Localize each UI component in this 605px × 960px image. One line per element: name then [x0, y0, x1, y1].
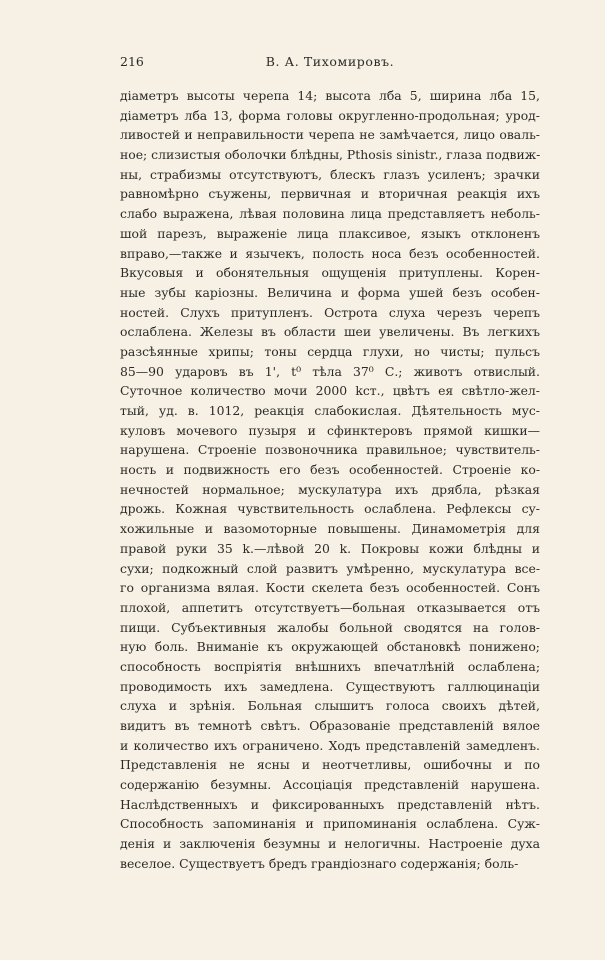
- text-line: ное; слизистыя оболочки блѣдны, Pthosis sinistr., глаза подвиж-: [120, 147, 540, 163]
- text-line: пищи. Субъективныя жалобы больной сводятся на голов-: [120, 619, 540, 635]
- text-line: Представленія не ясны и неотчетливы, ошибочны и по: [120, 757, 540, 773]
- text-line: куловъ мочевого пузыря и сфинктеровъ прямой кишки—: [120, 422, 540, 438]
- text-line: тый, уд. в. 1012, реакція слабокислая. Дѣятельность мус-: [120, 403, 540, 418]
- text-line: го организма вялая. Кости скелета безъ особенностей. Сонъ: [120, 580, 540, 596]
- text-line: Наслѣдственныхъ и фиксированныхъ представленій нѣтъ.: [120, 796, 540, 812]
- text-line: слабо выражена, лѣвая половина лица представляетъ неболь-: [120, 206, 540, 222]
- text-line: видитъ въ темнотѣ свѣтъ. Образованіе представленій вялое: [120, 718, 540, 733]
- text-line: слуха и зрѣнія. Больная слышитъ голоса своихъ дѣтей,: [120, 698, 540, 714]
- text-line: равномѣрно съужены, первичная и вторичная реакція ихъ: [120, 186, 540, 202]
- text-line: и количество ихъ ограничено. Ходъ представленій замедленъ.: [120, 737, 540, 753]
- body-text: [120, 86, 540, 874]
- text-line: нечностей нормальное; мускулатура ихъ дрябла, рѣзкая: [120, 481, 540, 497]
- text-line: вправо,—также и язычекъ, полость носа безъ особенностей.: [120, 245, 540, 261]
- text-line: ослаблена. Железы въ области шеи увеличены. Въ легкихъ: [120, 324, 540, 340]
- text-line: ные зубы каріозны. Величина и форма ушей безъ особен-: [120, 284, 540, 300]
- text-line: способность воспріятія внѣшнихъ впечатлѣній ослаблена;: [120, 658, 540, 674]
- text-line: сухи; подкожный слой развитъ умѣренно, мускулатура все-: [120, 560, 540, 576]
- text-line: діаметръ лба 13, форма головы округленно-продольная; урод-: [120, 107, 540, 123]
- text-line: правой руки 35 k.—лѣвой 20 k. Покровы кожи блѣдны и: [120, 540, 540, 556]
- text-line: шой парезъ, выраженіе лица плаксивое, языкъ отклоненъ: [120, 225, 540, 241]
- text-line: хожильные и вазомоторные повышены. Динамометрія для: [120, 521, 540, 537]
- text-line: ную боль. Вниманіе къ окружающей обстановкѣ понижено;: [120, 639, 540, 655]
- page-number: 216: [120, 54, 144, 69]
- text-line: 85—90 ударовъ въ 1', t⁰ тѣла 37⁰ С.; животъ отвислый.: [120, 363, 540, 379]
- text-line: плохой, аппетитъ отсутствуетъ—больная отказывается отъ: [120, 599, 540, 615]
- text-line: веселое. Существуетъ бредъ грандіознаго содержанія; боль-: [120, 855, 519, 871]
- text-line: ны, страбизмы отсутствуютъ, блескъ глазъ усиленъ; зрачки: [120, 166, 540, 182]
- text-line: содержанію безумны. Ассоціація представленій нарушена.: [120, 777, 540, 793]
- text-line: Способность запоминанія и припоминанія ослаблена. Суж-: [120, 816, 540, 832]
- text-line: проводимость ихъ замедлена. Существуютъ галлюцинаціи: [120, 678, 540, 694]
- text-line: ностей. Слухъ притупленъ. Острота слуха черезъ черепъ: [120, 304, 540, 320]
- text-line: дрожь. Кожная чувствительность ослаблена. Рефлексы су-: [120, 501, 540, 517]
- text-line: денія и заключенія безумны и нелогичны. Настроеніе духа: [120, 836, 540, 852]
- text-line: ность и подвижность его безъ особенностей. Строеніе ко-: [120, 462, 540, 478]
- text-line: Суточное количество мочи 2000 kст., цвѣтъ ея свѣтло-жел-: [120, 383, 540, 399]
- text-line: нарушена. Строеніе позвоночника правильное; чувствитель-: [120, 442, 540, 458]
- text-line: діаметръ высоты черепа 14; высота лба 5, ширина лба 15,: [120, 88, 540, 103]
- page-header: [120, 54, 540, 74]
- running-title: В. А. Тихомировъ.: [265, 54, 395, 69]
- text-line: ливостей и неправильности черепа не замѣчается, лицо оваль-: [120, 127, 540, 143]
- text-line: Вкусовыя и обонятельныя ощущенія притуплены. Корен-: [120, 265, 540, 281]
- text-line: разсѣянные хрипы; тоны сердца глухи, но чисты; пульсъ: [120, 343, 540, 359]
